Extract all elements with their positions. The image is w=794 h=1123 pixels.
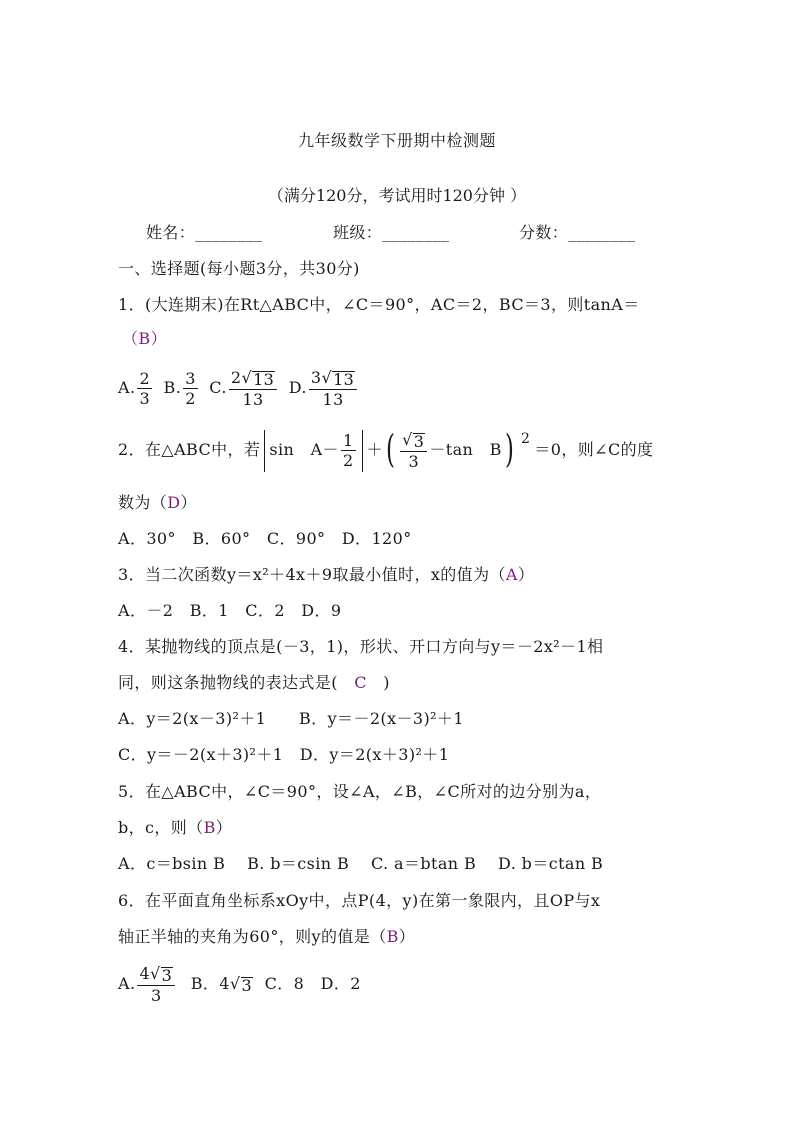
question-3-options: A．－2 B．1 C．2 D．9 [118,601,342,620]
fraction: $\frac{2}{3}$ [139,368,151,408]
section-heading: 一、选择题(每小题3分，共30分) [118,259,360,278]
question-5-stem: 5．在△ABC中，∠C＝90°，设∠A，∠B，∠C所对的边分别为a， [118,782,602,801]
question-2-answer: 数为（D） [118,493,197,512]
score-field: 分数：________ [519,223,636,242]
sqrt-sign: √ 3 [229,974,253,995]
question-2-stem: 2．在△ABC中，若 sin A－ $\frac{1}{2}$ ＋( √ 3 3 －tan B) 2＝0，则∠C的度 [118,426,654,471]
fraction: $\frac{3}{2}$ [185,368,196,408]
page-subtitle: （满分120分，考试用时120分钟 ） [267,186,527,205]
sqrt-sign: √ 3 [150,963,173,985]
question-6-options: A. 4 √ 3 3 B．4 √ 3 C．8 D．2 [118,963,361,1005]
info-row [333,222,449,244]
exponent: 2 [521,431,531,447]
answer-letter: B [138,329,151,348]
fraction: 3 √ 13 13 [309,370,357,408]
answer-letter: C [354,673,367,692]
abs-bar [264,430,265,472]
fraction: √ 3 3 [400,432,427,470]
question-4-stem-cont: 同，则这条抛物线的表达式是( C ) [118,673,390,692]
sqrt-sign: √ 3 [402,429,425,451]
sqrt-sign: √ 13 [241,367,275,389]
question-1-stem: 1．(大连期末)在Rt△ABC中，∠C＝90°，AC＝2，BC＝3，则tanA＝ [118,295,640,314]
answer-letter: A [505,565,518,584]
name-field: 姓名：________ [146,223,263,242]
answer-letter: B [203,818,216,837]
fraction: 4 √ 3 3 [137,966,175,1004]
question-1-answer: （B） [122,329,167,348]
question-5-stem-cont: b，c，则（B） [118,818,233,837]
info-row [146,222,262,244]
question-6-stem-cont: 轴正半轴的夹角为60°，则y的值是（B） [118,927,416,946]
question-3-stem: 3．当二次函数y＝x²＋4x＋9取最小值时，x的值为（A） [118,565,535,584]
fraction: 2 √ 13 13 [229,370,277,408]
info-row [519,222,635,244]
question-4-options: C．y＝－2(x＋3)²＋1 D．y＝2(x＋3)²＋1 [118,745,450,764]
question-6-stem: 6．在平面直角坐标系xOy中，点P(4，y)在第一象限内，且OP与x [118,891,601,910]
page-title: 九年级数学下册期中检测题 [297,131,496,150]
question-5-options: A．c＝bsin B B. b＝csin B C. a＝btan B D. b＝ctan B [118,854,604,873]
abs-bar [362,430,363,472]
fraction: $\frac{1}{2}$ [342,430,354,470]
question-1-options: A. $\frac{2}{3}$ B. $\frac{3}{2}$ C. 2 √ 13 13 D. 3 √ 13 13 [118,362,359,414]
answer-letter: B [386,927,399,946]
class-field: 班级：________ [333,223,450,242]
question-4-stem: 4．某抛物线的顶点是(－3，1)，形状、开口方向与y＝－2x²－1相 [118,637,604,656]
sqrt-sign: √ 13 [321,367,355,389]
question-2-options: A．30° B．60° C．90° D．120° [118,529,412,548]
question-4-options: A．y＝2(x－3)²＋1 B．y＝－2(x－3)²＋1 [118,709,464,728]
answer-letter: D [167,493,181,512]
